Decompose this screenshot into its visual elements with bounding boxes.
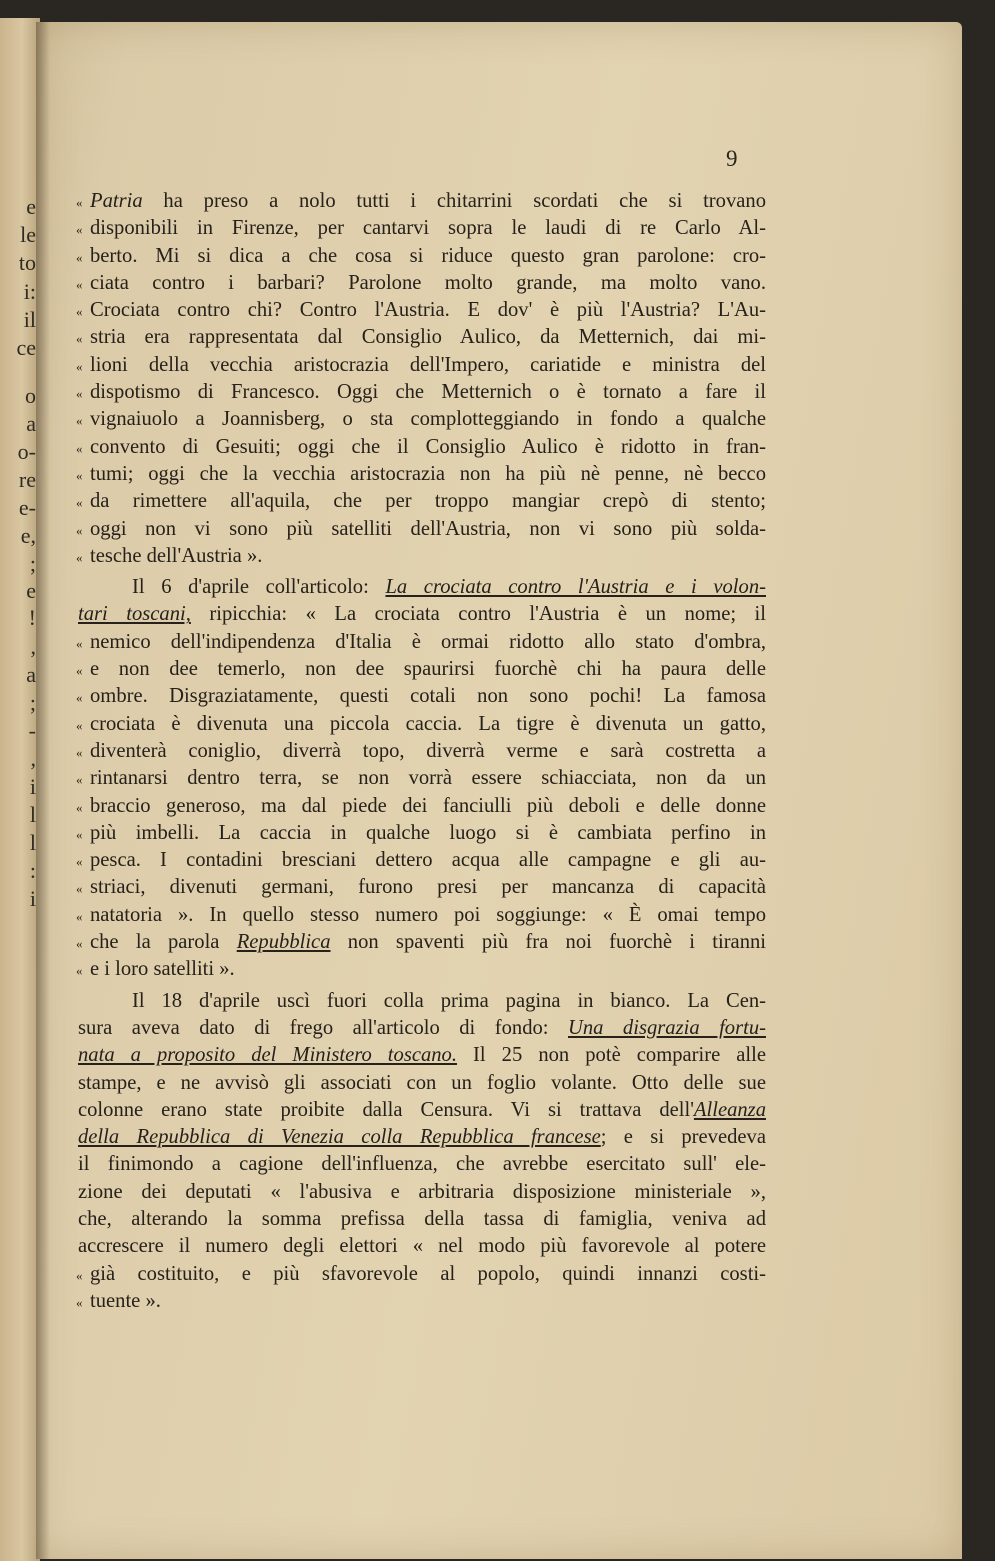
text-line [78,656,766,683]
text-line [78,1179,766,1206]
text-line [78,1206,766,1233]
text-segment: il finimondo a cagione dell'influenza, che avrebbe esercitato sull' ele- [78,1153,766,1176]
text-segment: e i loro satelliti ». [90,958,235,981]
facing-page-fragment: il [23,307,36,332]
italic-title: Repubblica [236,931,331,954]
text-line [78,1124,766,1151]
facing-page-fragment: ; [29,690,36,715]
text-segment: pesca. I contadini bresciani dettero acqua alle campagne e gli au- [90,849,766,872]
text-line [78,902,766,929]
text-line [78,1233,766,1260]
facing-page-fragment: e- [18,495,36,520]
text-segment: ciata contro i barbari? Parolone molto grande, ma molto vano. [90,271,766,294]
italic-title: tari toscani, [78,603,191,626]
text-line [78,188,766,215]
text-segment: rintanarsi dentro terra, se non vorrà essere schiacciata, non da un [90,767,766,790]
text-segment: sura aveva dato di frego all'articolo di fondo: [78,1016,568,1039]
text-segment: lioni della vecchia aristocrazia dell'Impero, cariatide e ministra del [90,353,766,376]
text-segment: stampe, e ne avvisò gli associati con un foglio volante. Otto delle sue [78,1071,766,1094]
text-line [78,1261,766,1288]
italic-title: Una disgrazia fortu- [568,1016,766,1039]
text-segment: natatoria ». In quello stesso numero poi soggiunge: « È omai tempo [90,903,766,926]
italic-title: La crociata contro l'Austria e i volon- [385,576,766,599]
text-line [78,1015,766,1042]
facing-page-fragment: a [26,662,36,687]
text-line [78,434,766,461]
text-line [78,243,766,270]
text-line [78,543,766,570]
text-segment: più imbelli. La caccia in qualche luogo si è cambiata perfino in [90,821,766,844]
text-segment: vignaiuolo a Joannisberg, o sta complotteggiando in fondo a qualche [90,408,766,431]
text-line [78,488,766,515]
text-line [78,516,766,543]
text-segment: Il 18 d'aprile uscì fuori colla prima pagina in bianco. La Cen- [132,989,766,1012]
text-line [78,215,766,242]
text-segment: Il 25 non potè comparire alle [457,1044,766,1067]
text-segment: Crociata contro chi? Contro l'Austria. E dov' è più l'Austria? L'Au- [90,299,766,322]
text-segment: da rimettere all'aquila, che per troppo mangiar crepò di stento; [90,490,766,513]
text-line [78,1097,766,1124]
facing-page-fragment: re [18,467,36,492]
text-segment: disponibili in Firenze, per cantarvi sopra le laudi di re Carlo Al- [90,217,766,240]
italic-title: Patria [90,190,143,212]
page-gutter-shadow [36,22,50,1559]
text-line [78,820,766,847]
facing-page-fragment: a [26,411,36,436]
text-line [78,1288,766,1315]
facing-page-fragment: le [20,222,36,247]
text-line [78,406,766,433]
text-segment: zione dei deputati « l'abusiva e arbitraria disposizione ministeriale », [78,1180,766,1203]
facing-page-fragment: l [29,802,36,827]
text-line [78,793,766,820]
text-segment: colonne erano state proibite dalla Censura. Vi si trattava dell' [78,1098,694,1121]
text-line [78,738,766,765]
facing-page-fragment: - [28,718,36,743]
facing-page-fragment: i: [23,279,36,304]
body-text [78,188,766,1319]
italic-title: nata a proposito del Ministero toscano. [78,1044,458,1067]
facing-page-fragment: o [25,383,36,408]
text-segment: berto. Mi si dica a che cosa si riduce questo gran parolone: cro- [90,244,766,267]
text-line [78,988,766,1015]
text-segment: nemico dell'indipendenza d'Italia è ormai ridotto allo stato d'ombra, [90,630,766,653]
facing-page-fragment: i [29,886,36,911]
italic-title: della Repubblica di Venezia colla Repubblica francese [78,1126,601,1149]
facing-page-fragment: : [29,858,36,883]
facing-page-fragment: , [30,746,36,771]
text-segment: stria era rappresentata dal Consiglio Aulico, da Metternich, dai mi- [90,326,766,349]
text-line [78,956,766,983]
text-line [78,1070,766,1097]
text-line [78,461,766,488]
text-segment: braccio generoso, ma dal piede dei fanciulli più deboli e delle donne [90,794,766,817]
italic-title: Alleanza [693,1098,766,1121]
text-line [78,847,766,874]
facing-page-fragment: e, [20,523,36,548]
facing-page-edge [0,18,40,1561]
text-segment: già costituito, e più sfavorevole al popolo, quindi innanzi costi- [90,1262,766,1285]
text-line [78,765,766,792]
text-segment: ha preso a nolo tutti i chitarrini scordati che si trovano [142,190,766,212]
page-number: 9 [726,146,738,171]
text-segment: diventerà coniglio, diverrà topo, diverrà verme e sarà costretta a [90,739,766,762]
text-segment: convento di Gesuiti; oggi che il Consiglio Aulico è ridotto in fran- [90,435,766,458]
text-line [78,711,766,738]
facing-page-fragment: e [26,194,36,219]
facing-page-fragment: i [29,774,36,799]
facing-page-fragment: to [18,250,36,275]
text-segment: ombre. Disgraziatamente, questi cotali non sono pochi! La famosa [90,685,766,708]
text-segment: crociata è divenuta una piccola caccia. La tigre è divenuta un gatto, [90,712,766,735]
facing-page-fragment: e [26,578,36,603]
text-line [78,352,766,379]
text-line [78,270,766,297]
text-segment: dispotismo di Francesco. Oggi che Metternich o è tornato a fare il [90,381,766,404]
facing-page-fragment: o- [17,439,36,464]
text-segment: ripicchia: « La crociata contro l'Austria è un nome; il [190,603,766,626]
text-segment: tesche dell'Austria ». [90,544,263,567]
text-line [78,1042,766,1069]
text-segment: tumi; oggi che la vecchia aristocrazia non ha più nè penne, nè becco [90,462,766,485]
text-segment: Il 6 d'aprile coll'articolo: [132,576,386,599]
text-line [78,683,766,710]
text-line [78,1151,766,1178]
text-line [78,297,766,324]
text-segment: striaci, divenuti germani, furono presi per mancanza di capacità [90,876,766,899]
text-line [78,874,766,901]
text-segment: ; e si prevedeva [600,1126,766,1149]
text-line [78,574,766,601]
facing-page-fragment: , [30,634,36,659]
facing-page-fragment: ! [28,605,36,630]
facing-page-fragment: ce [16,335,36,360]
text-segment: accrescere il numero degli elettori « nel modo più favorevole al potere [78,1235,766,1258]
text-line [78,379,766,406]
text-line [78,601,766,628]
text-line [78,929,766,956]
facing-page-fragment: l [29,830,36,855]
text-line [78,629,766,656]
text-segment: che la parola [90,931,237,954]
text-segment: e non dee temerlo, non dee spaurirsi fuorchè chi ha paura delle [90,658,766,681]
text-line [78,324,766,351]
text-segment: oggi non vi sono più satelliti dell'Austria, non vi sono più solda- [90,517,766,540]
facing-page-fragment: ; [29,551,36,576]
text-segment: tuente ». [90,1289,161,1312]
text-segment: che, alterando la somma prefissa della tassa di famiglia, veniva ad [78,1207,766,1230]
text-segment: non spaventi più fra noi fuorchè i tiranni [330,931,766,954]
